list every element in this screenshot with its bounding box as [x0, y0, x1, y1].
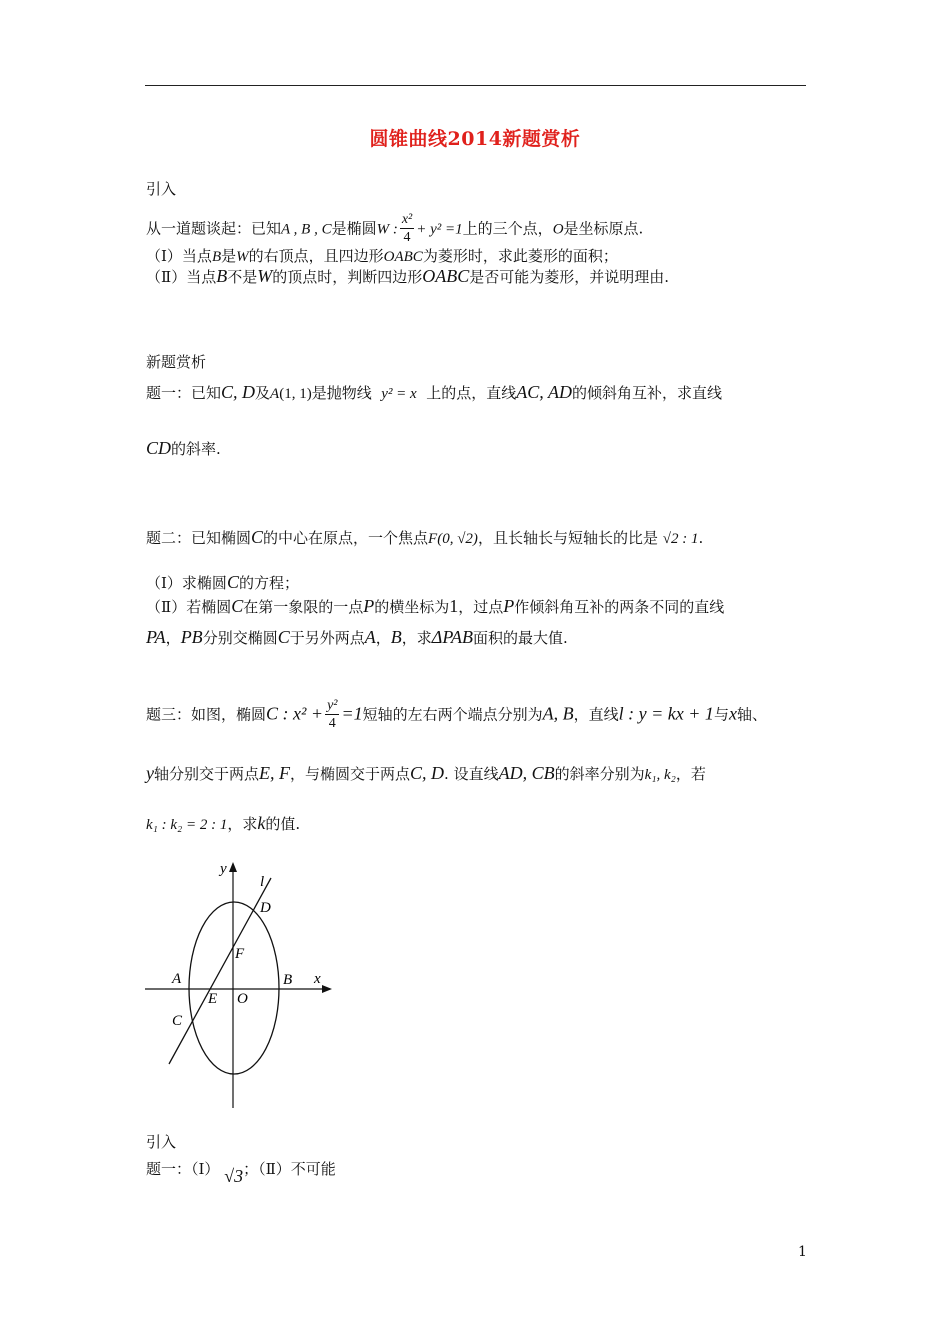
x-axis-arrow-icon: [322, 985, 332, 993]
problem-2-part-2-line-1: （Ⅱ）若椭圆C在第一象限的一点P的横坐标为1，过点P作倾斜角互补的两条不同的直线: [146, 596, 725, 616]
point-c-label: C: [172, 1013, 183, 1029]
ellipse-curve: [189, 902, 279, 1074]
y-axis-arrow-icon: [229, 862, 237, 872]
page-number: 1: [798, 1244, 807, 1260]
fraction: $\frac{\text{x²}}{4}$: [401, 212, 413, 245]
point-o-label: O: [237, 991, 248, 1007]
problem-1-line-2: CD的斜率.: [146, 438, 221, 458]
intro-question-2: （Ⅱ）当点B不是W的顶点时，判断四边形OABC是否可能为菱形，并说明理由.: [146, 266, 670, 286]
point-a-label: A: [172, 971, 182, 987]
intro-heading: 引入: [146, 180, 177, 198]
point-d-label: D: [260, 900, 271, 916]
analysis-heading: 新题赏析: [146, 353, 207, 371]
point-f-label: F: [235, 946, 245, 962]
x-label: x: [314, 971, 321, 987]
problem-2-part-1: （Ⅰ）求椭圆C的方程；: [146, 572, 299, 592]
point-b-label: B: [283, 972, 293, 988]
answers-heading: 引入: [146, 1133, 177, 1151]
intro-question-1: （Ⅰ）当点B是W的右顶点，且四边形OABC为菱形时，求此菱形的面积；: [146, 247, 618, 265]
answers-line: 题一：（Ⅰ） √3；（Ⅱ）不可能: [146, 1160, 336, 1186]
ellipse-figure: [140, 850, 340, 1112]
problem-1-line-1: 题一：已知C, D及A(1, 1)是抛物线 y² = x 上的点，直线AC, AD的倾斜角互补，求直线: [146, 382, 722, 402]
problem-3-line-3: k₁ : k₂ = 2 : 1，求k的值.: [146, 813, 301, 833]
page-title: 圆锥曲线2014新题赏析: [369, 128, 581, 150]
header-rule: [145, 85, 806, 86]
intro-statement: 从一道题谈起：已知A , B , C是椭圆W : $\frac{\text{x²}}{4}$ + y² =1上的三个点，O是坐标原点.: [146, 212, 644, 245]
l-label: l: [260, 874, 265, 890]
problem-3-line-2: y轴分别交于两点E, F，与椭圆交于两点C, D. 设直线AD, CB的斜率分别为k₁, k₂，若: [146, 763, 706, 783]
fraction: $\frac{\text{y²}}{4}$: [327, 698, 338, 731]
problem-3-line-1: 题三：如图，椭圆C : x² + $\frac{\text{y²}}{4}$ =1短轴的左右两个端点分别为A, B，直线l : y = kx + 1与x轴、: [146, 698, 767, 731]
y-label: y: [220, 861, 227, 877]
point-e-label: E: [208, 991, 218, 1007]
problem-2-part-2-line-2: PA，PB分别交椭圆C于另外两点A，B，求ΔPAB面积的最大值.: [146, 627, 568, 647]
problem-2-line-1: 题二：已知椭圆C的中心在原点，一个焦点F(0, √2)，且长轴长与短轴长的比是 √2 : 1.: [146, 527, 704, 547]
